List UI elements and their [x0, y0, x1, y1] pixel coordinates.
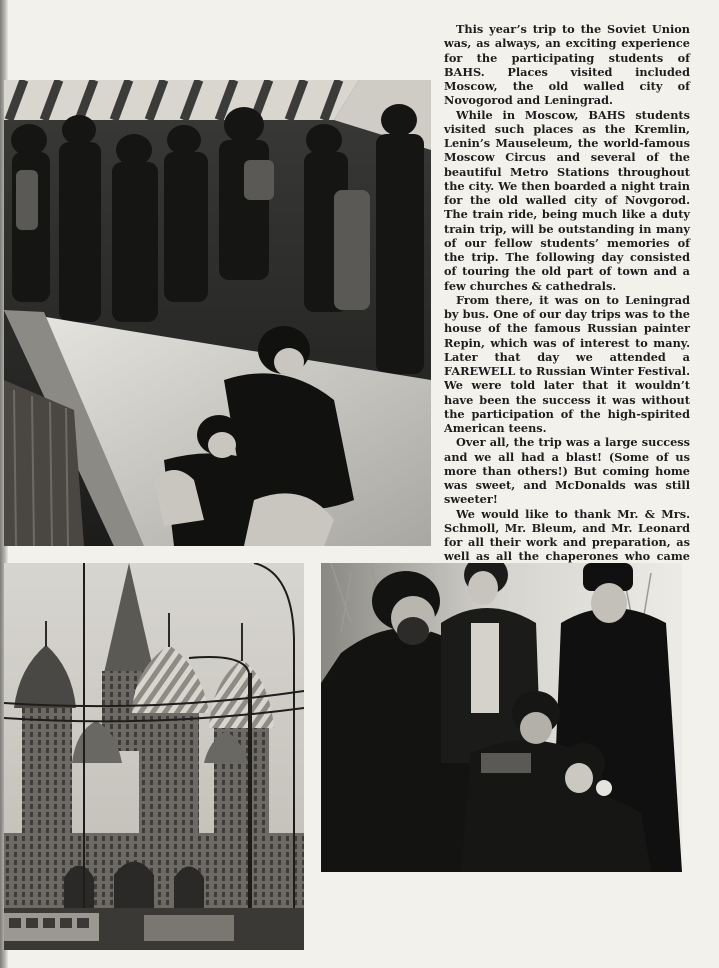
- article-text: [444, 22, 690, 578]
- photo-student-group: [321, 563, 682, 872]
- article-paragraph: We would like to thank Mr. & Mrs. Schmoll, Mr. Bleum, and Mr. Leonard for all their work and preparation, as well as all the chaperones who came: [444, 506, 690, 564]
- article-paragraph: This year’s trip to the Soviet Union was, as always, an exciting experience for the participating students of BAHS. Places visited included Moscow, the old walled city of Novogorod and Leningrad.: [444, 22, 690, 108]
- photo-ice-slide: [4, 80, 431, 546]
- photo-st-basils-cathedral: [4, 563, 304, 950]
- article-paragraph: Over all, the trip was a large success and we all had a blast! (Some of us more than others!) But coming home was sweet, and McDonalds was still sweeter!: [444, 435, 690, 507]
- article-paragraph: While in Moscow, BAHS students visited such places as the Kremlin, Lenin’s Mauseleum, the world-famous Moscow Circus and several of the beautiful Metro Stations throughout the city. We then boarded a night train for the old walled city of Novgorod. The train ride, being much like a duty train trip, will be outstanding in many of our fellow students’ memories of the trip. The following day consisted of touring the old part of town and a few churches & cathedrals.: [444, 107, 690, 293]
- article-paragraph: From there, it was on to Leningrad by bus. One of our day trips was to the house of the famous Russian painter Repin, which was of interest to many. Later that day we attended a FAREWELL to Russian Winter Festival. We were told later that it wouldn’t have been the success it was without the participation of the high-spirited American teens.: [444, 292, 690, 435]
